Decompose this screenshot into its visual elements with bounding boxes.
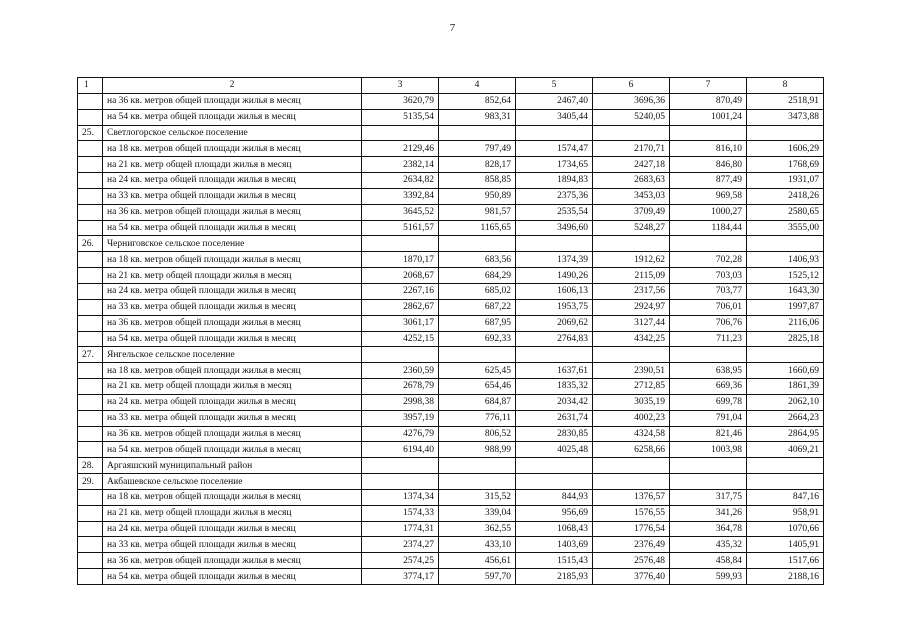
value-cell <box>747 125 824 141</box>
value-cell: 806,52 <box>439 426 516 442</box>
value-cell: 1515,43 <box>516 553 593 569</box>
row-index <box>78 268 103 284</box>
row-label: на 54 кв. метров общей площади жилья в месяц <box>103 442 362 458</box>
table-row <box>78 394 824 410</box>
value-cell: 2068,67 <box>362 268 439 284</box>
value-cell: 2188,16 <box>747 569 824 585</box>
header-cell: 2 <box>103 78 362 94</box>
value-cell: 2631,74 <box>516 410 593 426</box>
header-cell: 5 <box>516 78 593 94</box>
value-cell: 1861,39 <box>747 379 824 395</box>
value-cell: 828,17 <box>439 157 516 173</box>
value-cell <box>362 458 439 474</box>
value-cell: 1070,66 <box>747 521 824 537</box>
value-cell: 5135,54 <box>362 109 439 125</box>
value-cell: 2062,10 <box>747 394 824 410</box>
value-cell: 699,78 <box>670 394 747 410</box>
value-cell: 669,36 <box>670 379 747 395</box>
page-number: 7 <box>449 22 456 34</box>
value-cell: 6194,40 <box>362 442 439 458</box>
row-label: на 36 кв. метров общей площади жилья в месяц <box>103 315 362 331</box>
value-cell: 1894,83 <box>516 173 593 189</box>
row-label: Янгельское сельское поселение <box>103 347 362 363</box>
value-cell: 3473,88 <box>747 109 824 125</box>
row-index <box>78 363 103 379</box>
value-cell: 4342,25 <box>593 331 670 347</box>
table-row <box>78 410 824 426</box>
table-row <box>78 442 824 458</box>
row-index: 27. <box>78 347 103 363</box>
value-cell: 3392,84 <box>362 188 439 204</box>
value-cell: 2825,18 <box>747 331 824 347</box>
value-cell: 2418,26 <box>747 188 824 204</box>
row-index <box>78 505 103 521</box>
row-label: Черниговское сельское поселение <box>103 236 362 252</box>
value-cell: 1606,29 <box>747 141 824 157</box>
table-row <box>78 236 824 252</box>
row-label: на 54 кв. метра общей площади жилья в месяц <box>103 220 362 236</box>
table-row <box>78 521 824 537</box>
header-cell: 4 <box>439 78 516 94</box>
value-cell: 5248,27 <box>593 220 670 236</box>
table-row <box>78 220 824 236</box>
row-index <box>78 426 103 442</box>
value-cell: 877,49 <box>670 173 747 189</box>
value-cell: 1870,17 <box>362 252 439 268</box>
row-index <box>78 442 103 458</box>
value-cell <box>593 458 670 474</box>
value-cell: 2170,71 <box>593 141 670 157</box>
table-body <box>78 78 824 585</box>
value-cell: 1406,93 <box>747 252 824 268</box>
row-label: на 54 кв. метра общей площади жилья в месяц <box>103 569 362 585</box>
row-label: на 33 кв. метра общей площади жилья в месяц <box>103 410 362 426</box>
row-index <box>78 299 103 315</box>
row-label: на 33 кв. метра общей площади жилья в месяц <box>103 537 362 553</box>
value-cell: 597,70 <box>439 569 516 585</box>
value-cell: 1734,65 <box>516 157 593 173</box>
value-cell: 950,89 <box>439 188 516 204</box>
table-row <box>78 125 824 141</box>
value-cell: 1184,44 <box>670 220 747 236</box>
table-row <box>78 489 824 505</box>
value-cell: 2574,25 <box>362 553 439 569</box>
value-cell: 1403,69 <box>516 537 593 553</box>
value-cell: 456,61 <box>439 553 516 569</box>
value-cell: 852,64 <box>439 93 516 109</box>
value-cell: 625,45 <box>439 363 516 379</box>
value-cell: 706,76 <box>670 315 747 331</box>
value-cell: 988,99 <box>439 442 516 458</box>
value-cell: 711,23 <box>670 331 747 347</box>
table-header-row <box>78 78 824 94</box>
value-cell: 2864,95 <box>747 426 824 442</box>
value-cell: 2862,67 <box>362 299 439 315</box>
value-cell: 2317,56 <box>593 283 670 299</box>
value-cell <box>362 474 439 490</box>
value-cell: 1374,39 <box>516 252 593 268</box>
row-index: 25. <box>78 125 103 141</box>
row-label: на 24 кв. метра общей площади жилья в месяц <box>103 394 362 410</box>
value-cell <box>670 458 747 474</box>
value-cell <box>362 236 439 252</box>
table-row <box>78 268 824 284</box>
row-label: на 33 кв. метра общей площади жилья в месяц <box>103 299 362 315</box>
value-cell: 458,84 <box>670 553 747 569</box>
value-cell: 315,52 <box>439 489 516 505</box>
value-cell: 1000,27 <box>670 204 747 220</box>
row-label: на 18 кв. метров общей площади жилья в месяц <box>103 252 362 268</box>
value-cell: 2683,63 <box>593 173 670 189</box>
table-row <box>78 283 824 299</box>
row-label: на 24 кв. метра общей площади жилья в месяц <box>103 521 362 537</box>
header-cell: 1 <box>78 78 103 94</box>
value-cell: 433,10 <box>439 537 516 553</box>
value-cell: 2374,27 <box>362 537 439 553</box>
value-cell: 958,91 <box>747 505 824 521</box>
value-cell: 2116,06 <box>747 315 824 331</box>
value-cell: 1574,47 <box>516 141 593 157</box>
value-cell <box>362 125 439 141</box>
value-cell: 1374,34 <box>362 489 439 505</box>
value-cell: 5161,57 <box>362 220 439 236</box>
value-cell <box>516 236 593 252</box>
value-cell: 4324,58 <box>593 426 670 442</box>
value-cell: 1405,91 <box>747 537 824 553</box>
table-row <box>78 315 824 331</box>
value-cell: 1376,57 <box>593 489 670 505</box>
value-cell <box>516 347 593 363</box>
value-cell: 1774,31 <box>362 521 439 537</box>
value-cell: 2634,82 <box>362 173 439 189</box>
value-cell: 1931,07 <box>747 173 824 189</box>
row-index <box>78 315 103 331</box>
value-cell <box>670 347 747 363</box>
value-cell: 3127,44 <box>593 315 670 331</box>
value-cell: 1001,24 <box>670 109 747 125</box>
value-cell <box>439 236 516 252</box>
row-label: на 54 кв. метра общей площади жилья в месяц <box>103 331 362 347</box>
value-cell: 1576,55 <box>593 505 670 521</box>
table-row <box>78 173 824 189</box>
value-cell: 638,95 <box>670 363 747 379</box>
table-row <box>78 93 824 109</box>
value-cell: 4069,21 <box>747 442 824 458</box>
value-cell: 3709,49 <box>593 204 670 220</box>
value-cell: 2390,51 <box>593 363 670 379</box>
row-label: Акбашевское сельское поселение <box>103 474 362 490</box>
value-cell: 692,33 <box>439 331 516 347</box>
table-row <box>78 474 824 490</box>
row-label: на 18 кв. метров общей площади жилья в месяц <box>103 141 362 157</box>
value-cell <box>747 474 824 490</box>
table-row <box>78 458 824 474</box>
value-cell: 844,93 <box>516 489 593 505</box>
value-cell: 339,04 <box>439 505 516 521</box>
value-cell <box>747 458 824 474</box>
value-cell: 3776,40 <box>593 569 670 585</box>
table-row <box>78 347 824 363</box>
value-cell: 4276,79 <box>362 426 439 442</box>
value-cell: 1574,33 <box>362 505 439 521</box>
value-cell: 1606,13 <box>516 283 593 299</box>
value-cell: 2998,38 <box>362 394 439 410</box>
value-cell: 684,87 <box>439 394 516 410</box>
row-label: на 18 кв. метров общей площади жилья в месяц <box>103 489 362 505</box>
row-index <box>78 283 103 299</box>
row-index: 28. <box>78 458 103 474</box>
row-index <box>78 331 103 347</box>
value-cell: 1165,65 <box>439 220 516 236</box>
value-cell: 3061,17 <box>362 315 439 331</box>
table-row <box>78 537 824 553</box>
value-cell: 3496,60 <box>516 220 593 236</box>
row-index <box>78 410 103 426</box>
row-label: на 36 кв. метров общей площади жилья в месяц <box>103 553 362 569</box>
value-cell: 2427,18 <box>593 157 670 173</box>
row-index <box>78 537 103 553</box>
row-label: на 24 кв. метра общей площади жилья в месяц <box>103 283 362 299</box>
value-cell: 2115,09 <box>593 268 670 284</box>
value-cell: 1660,69 <box>747 363 824 379</box>
value-cell: 2467,40 <box>516 93 593 109</box>
value-cell: 3035,19 <box>593 394 670 410</box>
value-cell: 1912,62 <box>593 252 670 268</box>
value-cell: 956,69 <box>516 505 593 521</box>
value-cell: 3645,52 <box>362 204 439 220</box>
value-cell: 969,58 <box>670 188 747 204</box>
table-row <box>78 299 824 315</box>
tariff-table <box>77 77 824 585</box>
value-cell <box>670 125 747 141</box>
row-index <box>78 252 103 268</box>
row-index <box>78 173 103 189</box>
table-row <box>78 505 824 521</box>
table-row <box>78 331 824 347</box>
value-cell: 683,56 <box>439 252 516 268</box>
table-row <box>78 426 824 442</box>
row-label: на 33 кв. метра общей площади жилья в месяц <box>103 188 362 204</box>
row-index <box>78 521 103 537</box>
value-cell <box>516 458 593 474</box>
value-cell: 776,11 <box>439 410 516 426</box>
table-row <box>78 157 824 173</box>
value-cell: 341,26 <box>670 505 747 521</box>
row-index <box>78 109 103 125</box>
value-cell: 317,75 <box>670 489 747 505</box>
value-cell: 4002,23 <box>593 410 670 426</box>
table-row <box>78 553 824 569</box>
row-index: 29. <box>78 474 103 490</box>
value-cell: 2535,54 <box>516 204 593 220</box>
value-cell: 791,04 <box>670 410 747 426</box>
row-label: Аргаяшский муниципальный район <box>103 458 362 474</box>
value-cell <box>439 347 516 363</box>
value-cell: 6258,66 <box>593 442 670 458</box>
value-cell: 2375,36 <box>516 188 593 204</box>
value-cell: 2267,16 <box>362 283 439 299</box>
value-cell: 3620,79 <box>362 93 439 109</box>
value-cell: 4025,48 <box>516 442 593 458</box>
value-cell: 706,01 <box>670 299 747 315</box>
value-cell: 702,28 <box>670 252 747 268</box>
value-cell <box>362 347 439 363</box>
value-cell: 981,57 <box>439 204 516 220</box>
table-row <box>78 188 824 204</box>
table-row <box>78 569 824 585</box>
value-cell: 703,77 <box>670 283 747 299</box>
value-cell: 1835,32 <box>516 379 593 395</box>
value-cell: 654,46 <box>439 379 516 395</box>
value-cell: 1776,54 <box>593 521 670 537</box>
row-index <box>78 93 103 109</box>
header-cell: 7 <box>670 78 747 94</box>
value-cell: 821,46 <box>670 426 747 442</box>
value-cell: 2830,85 <box>516 426 593 442</box>
value-cell: 3405,44 <box>516 109 593 125</box>
value-cell: 2664,23 <box>747 410 824 426</box>
value-cell <box>516 474 593 490</box>
row-index <box>78 204 103 220</box>
value-cell: 797,49 <box>439 141 516 157</box>
value-cell: 2764,83 <box>516 331 593 347</box>
row-index: 26. <box>78 236 103 252</box>
row-index <box>78 553 103 569</box>
value-cell: 684,29 <box>439 268 516 284</box>
value-cell <box>670 474 747 490</box>
row-label: на 54 кв. метра общей площади жилья в месяц <box>103 109 362 125</box>
value-cell: 846,80 <box>670 157 747 173</box>
value-cell: 3453,03 <box>593 188 670 204</box>
table-row <box>78 109 824 125</box>
value-cell: 816,10 <box>670 141 747 157</box>
value-cell: 2712,85 <box>593 379 670 395</box>
table-row <box>78 141 824 157</box>
value-cell: 685,02 <box>439 283 516 299</box>
value-cell <box>439 458 516 474</box>
value-cell: 687,22 <box>439 299 516 315</box>
value-cell: 1517,66 <box>747 553 824 569</box>
value-cell: 2376,49 <box>593 537 670 553</box>
row-label: на 21 кв. метр общей площади жилья в месяц <box>103 268 362 284</box>
row-index <box>78 157 103 173</box>
row-label: на 21 кв. метр общей площади жилья в месяц <box>103 157 362 173</box>
value-cell <box>593 125 670 141</box>
value-cell: 2129,46 <box>362 141 439 157</box>
value-cell: 2185,93 <box>516 569 593 585</box>
value-cell <box>593 236 670 252</box>
row-label: на 21 кв. метр общей площади жилья в месяц <box>103 505 362 521</box>
row-index <box>78 489 103 505</box>
value-cell: 1997,87 <box>747 299 824 315</box>
header-cell: 6 <box>593 78 670 94</box>
value-cell: 1643,30 <box>747 283 824 299</box>
value-cell: 2382,14 <box>362 157 439 173</box>
row-label: на 36 кв. метров общей площади жилья в месяц <box>103 93 362 109</box>
value-cell: 4252,15 <box>362 331 439 347</box>
row-label: на 36 кв. метров общей площади жилья в месяц <box>103 426 362 442</box>
value-cell: 983,31 <box>439 109 516 125</box>
value-cell: 1490,26 <box>516 268 593 284</box>
row-label: на 24 кв. метра общей площади жилья в месяц <box>103 173 362 189</box>
value-cell: 870,49 <box>670 93 747 109</box>
value-cell: 2360,59 <box>362 363 439 379</box>
value-cell: 1068,43 <box>516 521 593 537</box>
header-cell: 8 <box>747 78 824 94</box>
value-cell: 3957,19 <box>362 410 439 426</box>
value-cell: 1953,75 <box>516 299 593 315</box>
value-cell: 599,93 <box>670 569 747 585</box>
value-cell: 1525,12 <box>747 268 824 284</box>
value-cell: 2678,79 <box>362 379 439 395</box>
value-cell: 2580,65 <box>747 204 824 220</box>
value-cell: 687,95 <box>439 315 516 331</box>
header-cell: 3 <box>362 78 439 94</box>
table-row <box>78 379 824 395</box>
row-index <box>78 141 103 157</box>
value-cell: 2576,48 <box>593 553 670 569</box>
value-cell: 847,16 <box>747 489 824 505</box>
value-cell: 3774,17 <box>362 569 439 585</box>
value-cell <box>516 125 593 141</box>
row-index <box>78 394 103 410</box>
value-cell: 2518,91 <box>747 93 824 109</box>
table-row <box>78 363 824 379</box>
value-cell: 2034,42 <box>516 394 593 410</box>
value-cell: 5240,05 <box>593 109 670 125</box>
value-cell <box>439 474 516 490</box>
value-cell: 3696,36 <box>593 93 670 109</box>
value-cell: 2924,97 <box>593 299 670 315</box>
value-cell: 362,55 <box>439 521 516 537</box>
row-label: Светлогорское сельское поселение <box>103 125 362 141</box>
value-cell: 1637,61 <box>516 363 593 379</box>
value-cell <box>747 236 824 252</box>
value-cell: 364,78 <box>670 521 747 537</box>
row-label: на 21 кв. метр общей площади жилья в месяц <box>103 379 362 395</box>
value-cell: 858,85 <box>439 173 516 189</box>
row-index <box>78 379 103 395</box>
value-cell: 1003,98 <box>670 442 747 458</box>
row-index <box>78 188 103 204</box>
table-row <box>78 252 824 268</box>
row-label: на 18 кв. метров общей площади жилья в месяц <box>103 363 362 379</box>
row-label: на 36 кв. метров общей площади жилья в месяц <box>103 204 362 220</box>
value-cell: 703,03 <box>670 268 747 284</box>
value-cell <box>593 474 670 490</box>
value-cell: 2069,62 <box>516 315 593 331</box>
value-cell <box>670 236 747 252</box>
value-cell <box>747 347 824 363</box>
table-row <box>78 204 824 220</box>
row-index <box>78 220 103 236</box>
row-index <box>78 569 103 585</box>
value-cell <box>439 125 516 141</box>
value-cell: 3555,00 <box>747 220 824 236</box>
value-cell <box>593 347 670 363</box>
value-cell: 1768,69 <box>747 157 824 173</box>
value-cell: 435,32 <box>670 537 747 553</box>
